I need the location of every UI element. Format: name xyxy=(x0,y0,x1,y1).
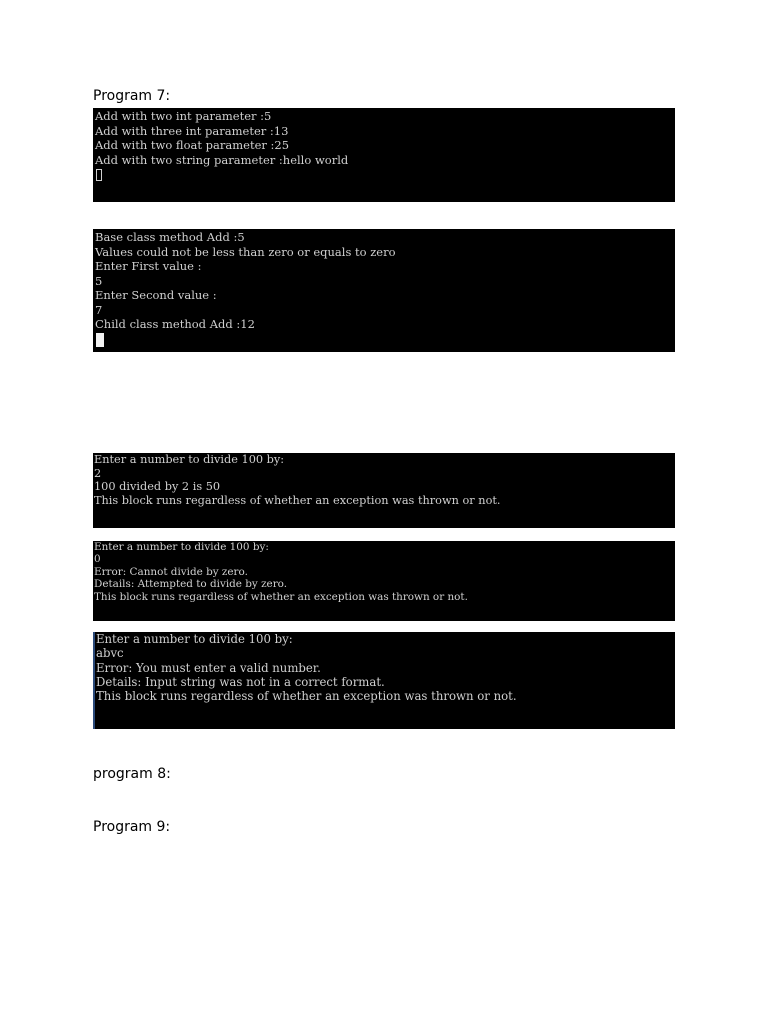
console-line: Error: Cannot divide by zero. xyxy=(94,565,248,578)
program-8-heading: program 8: xyxy=(93,766,171,782)
console-output-divide-invalid xyxy=(93,632,675,729)
console-line: Error: You must enter a valid number. xyxy=(96,660,321,675)
console-line: Enter a number to divide 100 by: xyxy=(94,453,285,466)
console-line: Details: Input string was not in a correct format. xyxy=(96,674,385,689)
console-line: Add with three int parameter :13 xyxy=(95,123,289,138)
console-line: 5 xyxy=(95,273,103,288)
console-line: Enter a number to divide 100 by: xyxy=(96,632,293,646)
console-line: Values could not be less than zero or equals to zero xyxy=(95,244,396,259)
console-line: This block runs regardless of whether an exception was thrown or not. xyxy=(94,494,501,508)
console-line: Add with two string parameter :hello world xyxy=(95,152,349,167)
console-line: Add with two int parameter :5 xyxy=(95,109,272,123)
text-cursor-icon xyxy=(96,333,104,347)
console-line: 2 xyxy=(94,466,102,480)
text-cursor-icon xyxy=(96,169,102,181)
console-output-divide-valid xyxy=(93,453,675,528)
console-line: Enter Second value : xyxy=(95,288,217,302)
console-line: 7 xyxy=(95,302,103,317)
console-output-overloading xyxy=(93,108,675,202)
console-line: Enter First value : xyxy=(95,259,202,273)
program-7-heading: Program 7: xyxy=(93,88,171,104)
console-line: This block runs regardless of whether an exception was thrown or not. xyxy=(96,689,517,704)
program-9-heading: Program 9: xyxy=(93,819,171,835)
console-line: Details: Attempted to divide by zero. xyxy=(94,578,288,591)
console-output-inheritance xyxy=(93,229,675,352)
console-output-divide-zero xyxy=(93,541,675,621)
console-line: Base class method Add :5 xyxy=(95,230,245,244)
console-line: Child class method Add :12 xyxy=(95,317,255,331)
console-line: 100 divided by 2 is 50 xyxy=(94,480,221,494)
console-line: 0 xyxy=(94,553,101,566)
console-line: Add with two float parameter :25 xyxy=(95,138,290,152)
console-line: This block runs regardless of whether an exception was thrown or not. xyxy=(94,590,468,603)
console-line: Enter a number to divide 100 by: xyxy=(94,541,269,553)
console-line: abvc xyxy=(96,646,124,661)
